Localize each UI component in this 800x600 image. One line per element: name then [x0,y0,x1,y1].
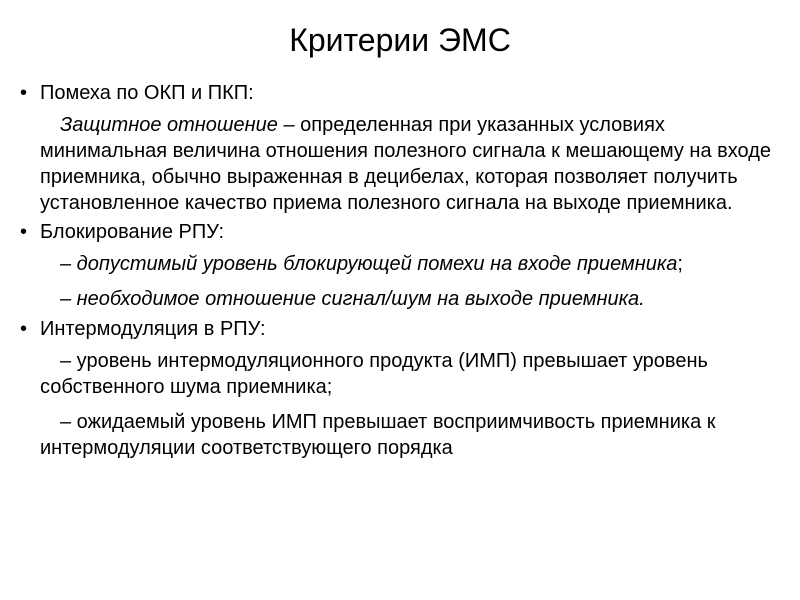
sub-paragraph [20,348,790,400]
bullet-item-intermodulation [20,316,790,342]
bullet-heading: Интермодуляция в РПУ: [40,318,266,340]
slide-body [20,80,790,464]
bullet-heading: Блокирование РПУ: [40,221,225,243]
paragraph-text: – определенная при указанных условиях минимальная величина отношения полезного сигнала к мешающему на входе приемника, обычно выраженная в децибелах, которая позволяет получить установленное качество приема полезного сигнала на выходе приемника. [40,114,772,214]
paragraph-text: ; [677,253,683,275]
italic-term: Защитное отношение [60,114,278,136]
paragraph-text: – ожидаемый уровень ИМП превышает восприимчивость приемника к интермодуляции соответствующего порядка [40,411,716,459]
bullet-heading: Помеха по ОКП и ПКП: [40,82,254,104]
bullet-dot-icon: • [20,82,28,104]
sub-paragraph [20,409,790,461]
sub-paragraph [20,251,790,277]
italic-term: – необходимое отношение сигнал/шум на выходе приемника. [60,288,645,310]
slide-title: Критерии ЭМС [289,22,511,58]
bullet-item-interference [20,80,790,106]
bullet-item-blocking [20,219,790,245]
bullet-dot-icon: • [20,221,28,243]
italic-term: – допустимый уровень блокирующей помехи на входе приемника [60,253,678,275]
paragraph-text: – уровень интермодуляционного продукта (ИМП) превышает уровень собственного шума приемника; [40,350,708,398]
sub-paragraph [20,112,790,216]
bullet-dot-icon: • [20,318,28,340]
sub-paragraph [20,286,790,312]
